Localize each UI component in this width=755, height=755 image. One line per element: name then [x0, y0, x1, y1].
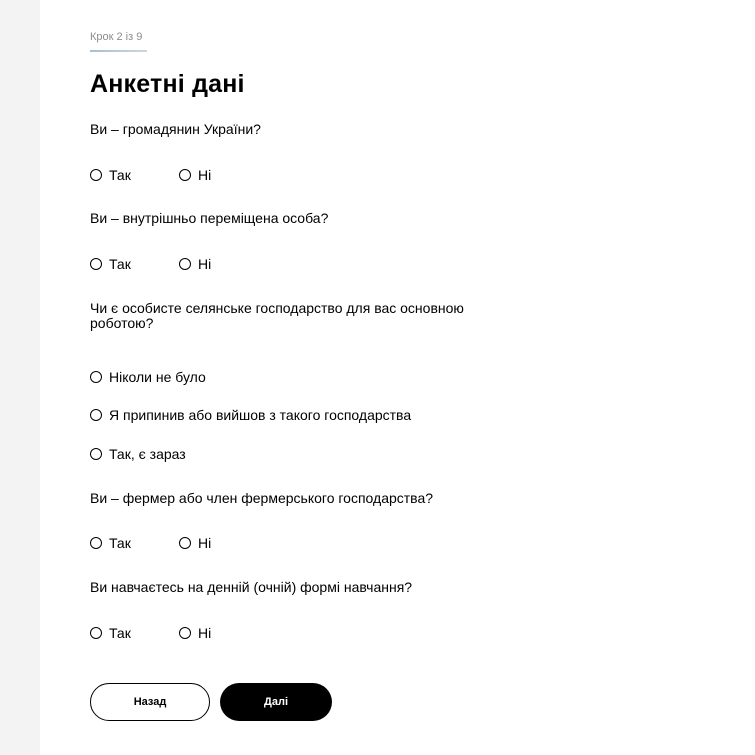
radio-circle-icon[interactable]	[90, 409, 102, 421]
radio-citizen-no[interactable]: Ні	[179, 167, 211, 183]
question-idp: Ви – внутрішньо переміщена особа?	[90, 210, 329, 226]
step-progress-bar	[90, 50, 147, 52]
radio-household-never[interactable]: Ніколи не було	[90, 369, 206, 385]
radio-circle-icon[interactable]	[179, 537, 191, 549]
radio-circle-icon[interactable]	[179, 169, 191, 181]
radio-idp-yes[interactable]: Так	[90, 256, 131, 272]
question-citizen: Ви – громадянин України?	[90, 121, 261, 137]
radio-farmer-yes[interactable]: Так	[90, 535, 131, 551]
radio-circle-icon[interactable]	[90, 258, 102, 270]
radio-study-no[interactable]: Ні	[179, 625, 211, 641]
back-button[interactable]: Назад	[90, 683, 210, 721]
radio-circle-icon[interactable]	[179, 258, 191, 270]
radio-circle-icon[interactable]	[90, 371, 102, 383]
step-indicator: Крок 2 із 9	[90, 31, 143, 43]
question-fulltime-study: Ви навчаєтесь на денній (очній) формі навчання?	[90, 579, 413, 595]
radio-farmer-no[interactable]: Ні	[179, 535, 211, 551]
radio-idp-no[interactable]: Ні	[179, 256, 211, 272]
question-farmer: Ви – фермер або член фермерського господарства?	[90, 490, 434, 506]
page-title: Анкетні дані	[90, 70, 245, 98]
radio-household-now[interactable]: Так, є зараз	[90, 446, 186, 462]
radio-circle-icon[interactable]	[90, 448, 102, 460]
radio-circle-icon[interactable]	[90, 537, 102, 549]
radio-citizen-yes[interactable]: Так	[90, 167, 131, 183]
radio-circle-icon[interactable]	[179, 627, 191, 639]
radio-circle-icon[interactable]	[90, 627, 102, 639]
radio-circle-icon[interactable]	[90, 169, 102, 181]
left-sidebar-strip	[0, 0, 40, 755]
next-button[interactable]: Далі	[220, 683, 332, 721]
radio-household-stopped[interactable]: Я припинив або вийшов з такого господарства	[90, 407, 411, 423]
question-household: Чи є особисте селянське господарство для вас основною роботою?	[90, 300, 464, 331]
radio-study-yes[interactable]: Так	[90, 625, 131, 641]
